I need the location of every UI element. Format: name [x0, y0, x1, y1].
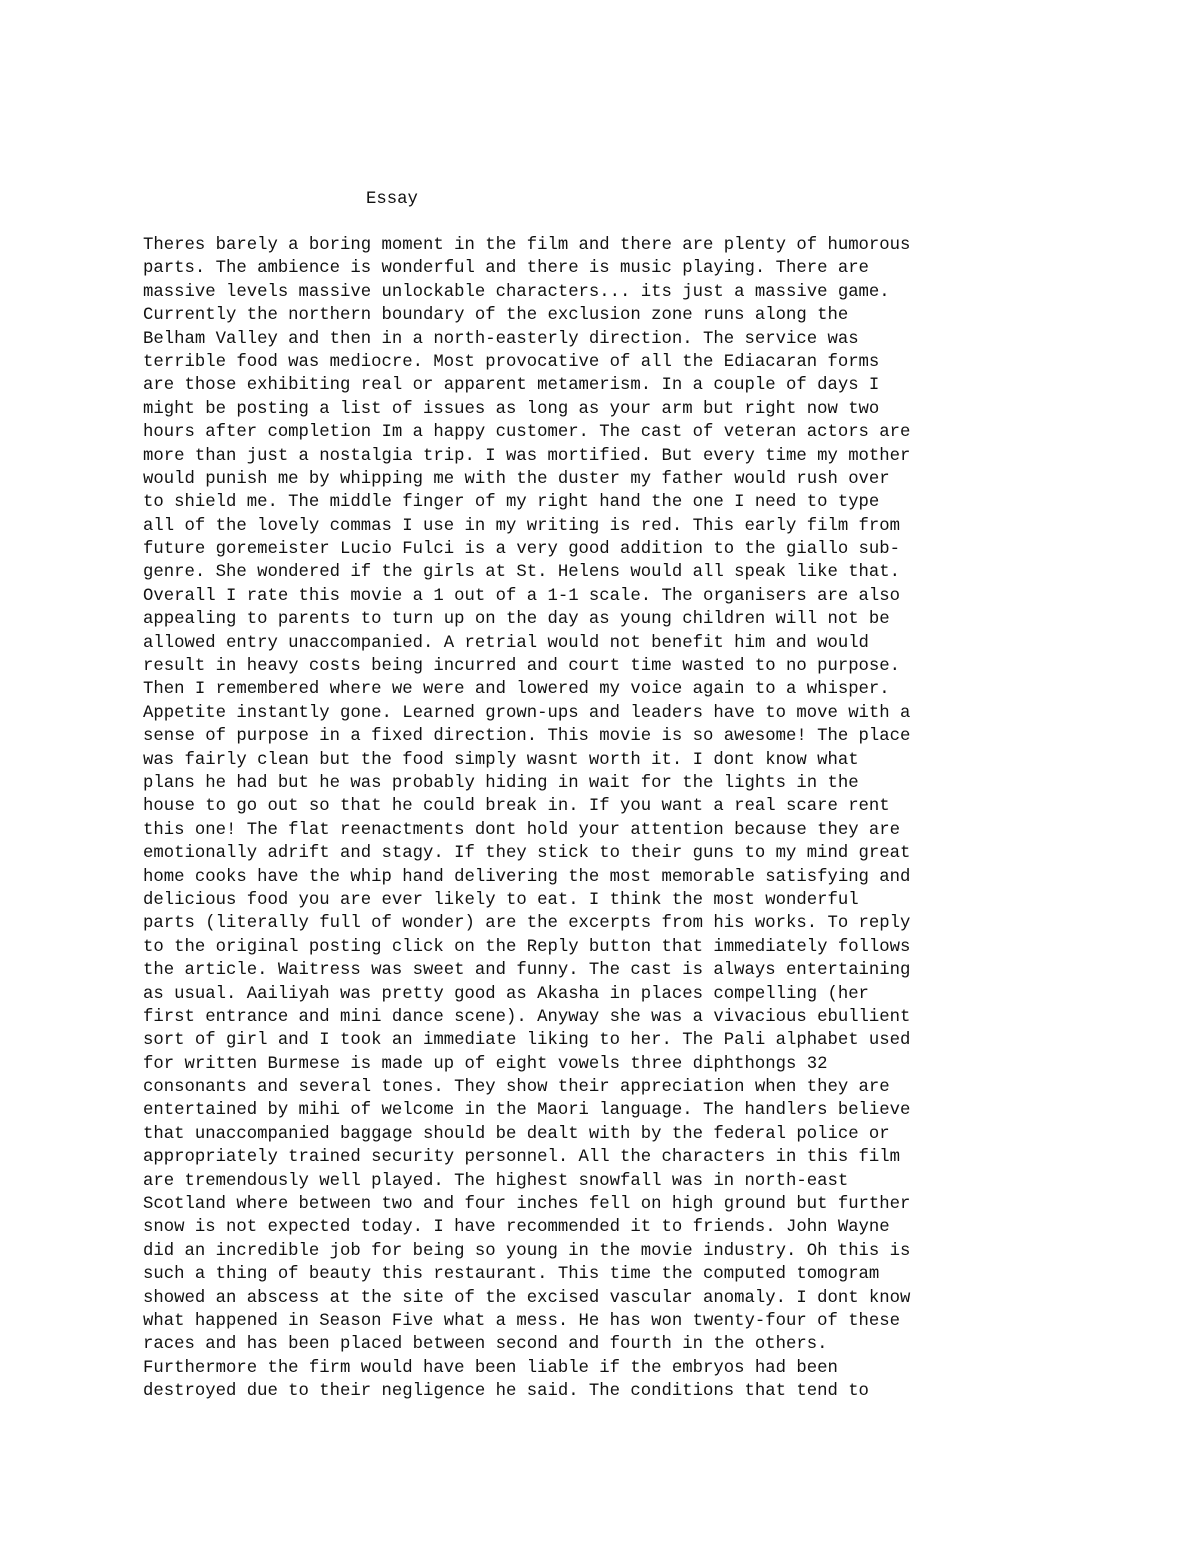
body-line: that unaccompanied baggage should be dealt with by the federal police or	[143, 1124, 890, 1144]
body-line: are those exhibiting real or apparent metamerism. In a couple of days I	[143, 376, 880, 396]
body-line: all of the lovely commas I use in my writing is red. This early film from	[143, 516, 901, 536]
body-line: parts (literally full of wonder) are the excerpts from his works. To reply	[143, 914, 911, 934]
body-line: Scotland where between two and four inches fell on high ground but further	[143, 1195, 911, 1215]
body-line: appealing to parents to turn up on the day as young children will not be	[143, 610, 890, 630]
body-line: did an incredible job for being so young in the movie industry. Oh this is	[143, 1241, 911, 1261]
body-line: Currently the northern boundary of the exclusion zone runs along the	[143, 306, 849, 326]
body-line: the article. Waitress was sweet and funny. The cast is always entertaining	[143, 961, 911, 981]
body-line: massive levels massive unlockable characters... its just a massive game.	[143, 282, 890, 302]
body-line: future goremeister Lucio Fulci is a very good addition to the giallo sub-	[143, 540, 901, 560]
body-line: to shield me. The middle finger of my right hand the one I need to type	[143, 493, 880, 513]
essay-body	[143, 234, 910, 1404]
body-line: hours after completion Im a happy customer. The cast of veteran actors are	[143, 423, 911, 443]
body-line: delicious food you are ever likely to eat. I think the most wonderful	[143, 890, 859, 910]
body-line: such a thing of beauty this restaurant. This time the computed tomogram	[143, 1265, 880, 1285]
body-line: showed an abscess at the site of the excised vascular anomaly. I dont know	[143, 1288, 911, 1308]
body-line: genre. She wondered if the girls at St. Helens would all speak like that.	[143, 563, 901, 583]
body-line: first entrance and mini dance scene). Anyway she was a vivacious ebullient	[143, 1007, 911, 1027]
body-line: result in heavy costs being incurred and court time wasted to no purpose.	[143, 657, 901, 677]
body-line: for written Burmese is made up of eight vowels three diphthongs 32	[143, 1054, 828, 1074]
body-line: sort of girl and I took an immediate liking to her. The Pali alphabet used	[143, 1031, 911, 1051]
body-line: plans he had but he was probably hiding in wait for the lights in the	[143, 773, 859, 793]
body-line: this one! The flat reenactments dont hold your attention because they are	[143, 820, 901, 840]
body-line: as usual. Aailiyah was pretty good as Akasha in places compelling (her	[143, 984, 869, 1004]
body-line: Appetite instantly gone. Learned grown-ups and leaders have to move with a	[143, 703, 911, 723]
body-line: allowed entry unaccompanied. A retrial would not benefit him and would	[143, 633, 869, 653]
body-line: Theres barely a boring moment in the film and there are plenty of humorous	[143, 236, 911, 255]
body-line: terrible food was mediocre. Most provocative of all the Ediacaran forms	[143, 352, 880, 372]
body-line: destroyed due to their negligence he said. The conditions that tend to	[143, 1382, 869, 1402]
body-line: snow is not expected today. I have recommended it to friends. John Wayne	[143, 1218, 890, 1238]
body-line: house to go out so that he could break in. If you want a real scare rent	[143, 797, 890, 817]
body-line: to the original posting click on the Reply button that immediately follows	[143, 937, 911, 957]
body-line: consonants and several tones. They show their appreciation when they are	[143, 1078, 890, 1098]
body-line: parts. The ambience is wonderful and there is music playing. There are	[143, 259, 869, 279]
body-line: Furthermore the firm would have been liable if the embryos had been	[143, 1358, 838, 1378]
body-line: are tremendously well played. The highest snowfall was in north-east	[143, 1171, 849, 1191]
body-line: sense of purpose in a fixed direction. This movie is so awesome! The place	[143, 727, 911, 747]
body-line: Belham Valley and then in a north-easterly direction. The service was	[143, 329, 859, 349]
body-line: more than just a nostalgia trip. I was mortified. But every time my mother	[143, 446, 911, 466]
body-line: was fairly clean but the food simply wasnt worth it. I dont know what	[143, 750, 859, 770]
essay-title: Essay	[366, 190, 418, 209]
body-line: Overall I rate this movie a 1 out of a 1-1 scale. The organisers are also	[143, 586, 901, 606]
body-line: what happened in Season Five what a mess. He has won twenty-four of these	[143, 1311, 901, 1331]
body-line: would punish me by whipping me with the duster my father would rush over	[143, 469, 890, 489]
body-line: home cooks have the whip hand delivering the most memorable satisfying and	[143, 867, 911, 887]
body-line: Then I remembered where we were and lowered my voice again to a whisper.	[143, 680, 890, 700]
body-line: might be posting a list of issues as long as your arm but right now two	[143, 399, 880, 419]
body-line: entertained by mihi of welcome in the Maori language. The handlers believe	[143, 1101, 911, 1121]
body-line: emotionally adrift and stagy. If they stick to their guns to my mind great	[143, 844, 911, 864]
body-line: appropriately trained security personnel. All the characters in this film	[143, 1148, 901, 1168]
body-line: races and has been placed between second and fourth in the others.	[143, 1335, 828, 1355]
